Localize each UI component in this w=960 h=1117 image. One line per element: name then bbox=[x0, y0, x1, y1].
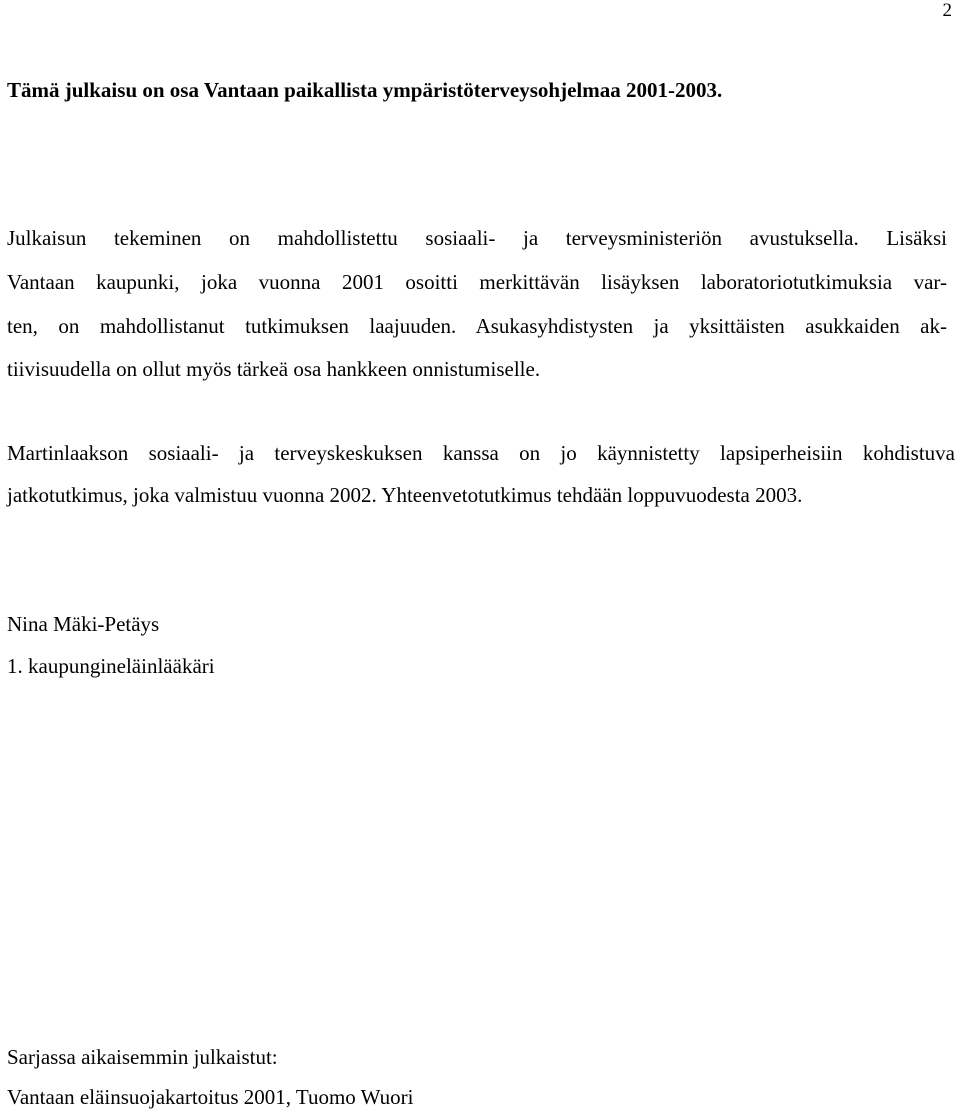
paragraph-line: ten, on mahdollistanut tutkimuksen laajuuden. Asukasyhdistysten ja yksittäisten asukkaiden ak- bbox=[7, 313, 947, 338]
signature bbox=[7, 603, 215, 687]
signature-title: 1. kaupungineläinlääkäri bbox=[7, 654, 215, 678]
previous-publication-item: Vantaan eläinsuojakartoitus 2001, Tuomo Wuori bbox=[7, 1085, 414, 1109]
previous-publications bbox=[7, 1037, 414, 1117]
previous-publications-heading: Sarjassa aikaisemmin julkaistut: bbox=[7, 1045, 278, 1069]
paragraph-funding bbox=[7, 217, 947, 392]
paragraph-followup bbox=[7, 432, 955, 516]
signature-name: Nina Mäki-Petäys bbox=[7, 612, 160, 636]
paragraph-line: Vantaan kaupunki, joka vuonna 2001 osoitti merkittävän lisäyksen laboratoriotutkimuksia var- bbox=[7, 269, 947, 294]
intro-title-line: Tämä julkaisu on osa Vantaan paikallista ympäristöterveysohjelmaa 2001-2003. bbox=[7, 78, 723, 102]
page-number: 2 bbox=[942, 0, 952, 21]
paragraph-line: Julkaisun tekeminen on mahdollistettu sosiaali- ja terveysministeriön avustuksella. Lisäksi bbox=[7, 226, 947, 250]
paragraph-line: Martinlaakson sosiaali- ja terveyskeskuksen kanssa on jo käynnistetty lapsiperheisiin kohdistuva bbox=[7, 441, 955, 465]
paragraph-line: tiivisuudella on ollut myös tärkeä osa hankkeen onnistumiselle. bbox=[7, 357, 541, 382]
paragraph-line: jatkotutkimus, joka valmistuu vuonna 2002. Yhteenvetotutkimus tehdään loppuvuodesta 2003. bbox=[7, 483, 803, 507]
